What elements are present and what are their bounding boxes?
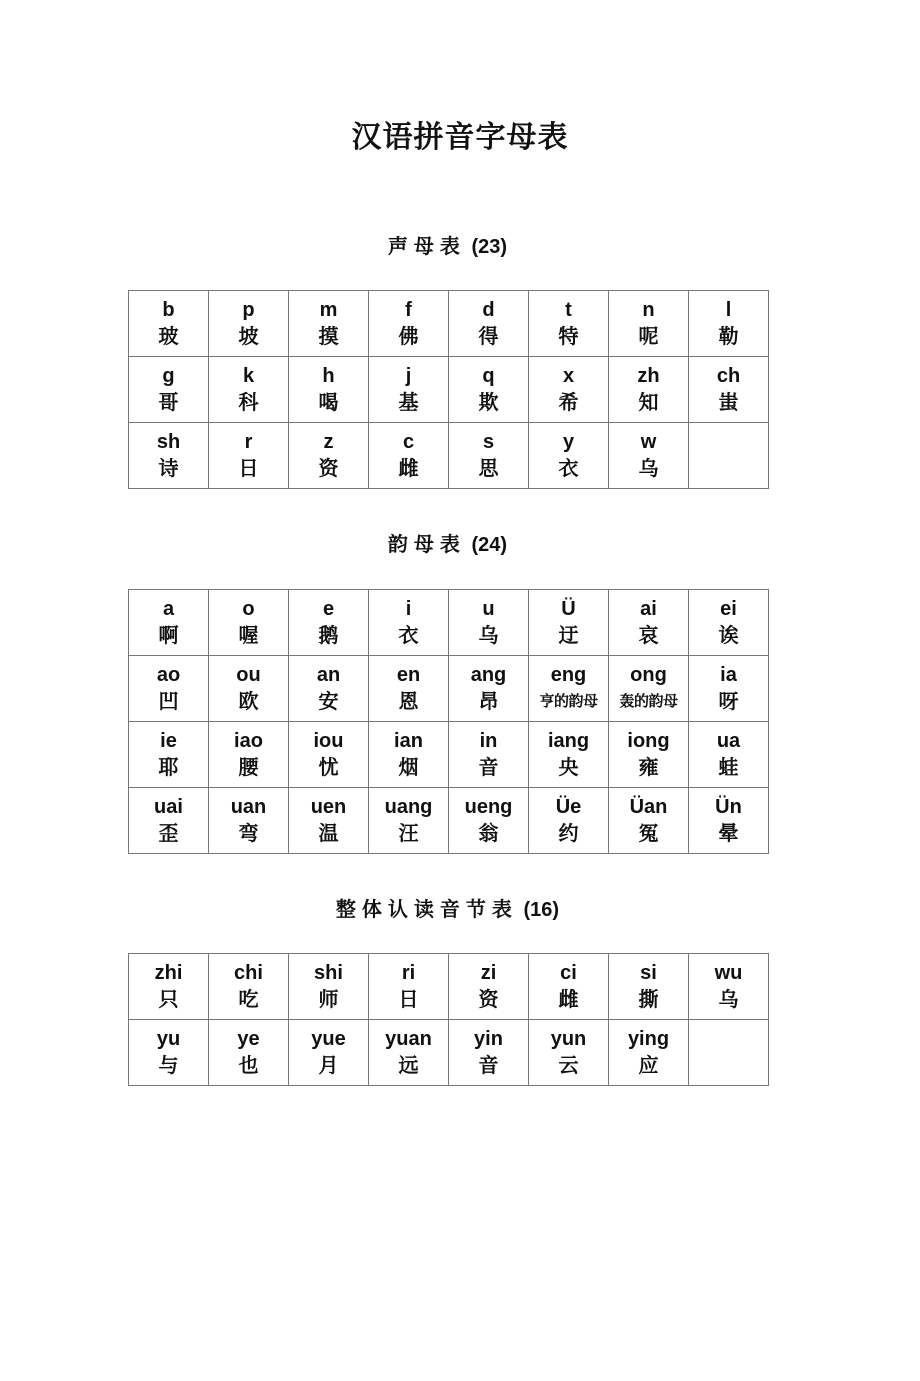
pinyin-letter: s (482, 430, 495, 453)
pinyin-cell (289, 656, 369, 722)
example-character: 科 (238, 389, 259, 414)
pinyin-cell (449, 423, 529, 489)
pinyin-cell (129, 291, 209, 357)
pinyin-cell (529, 788, 609, 854)
example-character: 欺 (478, 389, 499, 414)
table-row (129, 590, 769, 656)
initials-table (128, 290, 769, 489)
example-character: 啊 (158, 622, 179, 647)
pinyin-cell (609, 1020, 689, 1086)
pinyin-cell (209, 954, 289, 1020)
example-character: 摸 (318, 323, 339, 348)
pinyin-cell (529, 954, 609, 1020)
pinyin-cell (129, 656, 209, 722)
example-character: 日 (238, 455, 259, 480)
pinyin-letter: c (402, 430, 415, 453)
pinyin-letter: in (479, 729, 498, 752)
example-character: 昂 (478, 688, 499, 713)
pinyin-cell (129, 357, 209, 423)
example-character: 雌 (558, 986, 579, 1011)
pinyin-cell (609, 954, 689, 1020)
pinyin-cell (209, 357, 289, 423)
pinyin-cell (209, 1020, 289, 1086)
pinyin-cell (129, 1020, 209, 1086)
example-character: 冤 (638, 820, 659, 845)
table-row (129, 954, 769, 1020)
pinyin-letter: ang (470, 663, 507, 686)
pinyin-letter: zhi (154, 961, 183, 984)
pinyin-letter: ch (716, 364, 741, 387)
pinyin-cell (609, 423, 689, 489)
pinyin-letter: k (242, 364, 255, 387)
pinyin-letter: q (482, 364, 495, 387)
example-character: 哀 (638, 622, 659, 647)
example-character: 衣 (398, 622, 419, 647)
example-character: 衣 (558, 455, 579, 480)
example-character: 应 (638, 1052, 659, 1077)
pinyin-letter: yin (474, 1027, 503, 1050)
pinyin-letter: zh (637, 364, 660, 387)
pinyin-letter: r (244, 430, 253, 453)
empty-cell (689, 1020, 769, 1086)
pinyin-cell (289, 357, 369, 423)
pinyin-cell (529, 357, 609, 423)
pinyin-cell (529, 590, 609, 656)
pinyin-letter: e (322, 597, 335, 620)
example-character: 晕 (718, 820, 739, 845)
example-character: 佛 (398, 323, 419, 348)
pinyin-letter: ying (627, 1027, 670, 1050)
table-row (129, 788, 769, 854)
pinyin-cell (609, 590, 689, 656)
pinyin-letter: ueng (464, 795, 513, 818)
example-character: 基 (398, 389, 419, 414)
pinyin-cell (609, 656, 689, 722)
pinyin-letter: ci (560, 961, 577, 984)
page-title: 汉语拼音字母表 (351, 120, 569, 155)
pinyin-letter: ye (237, 1027, 260, 1050)
example-character: 耶 (158, 754, 179, 779)
pinyin-cell (129, 788, 209, 854)
pinyin-letter: z (323, 430, 334, 453)
syllables-heading (0, 893, 895, 922)
pinyin-cell (369, 1020, 449, 1086)
pinyin-cell (369, 788, 449, 854)
pinyin-letter: l (725, 298, 732, 321)
example-character: 温 (318, 820, 339, 845)
initials-heading-count: (23) (471, 236, 508, 258)
pinyin-letter: shi (314, 961, 343, 984)
syllables-heading-count: (16) (523, 899, 560, 921)
pinyin-cell (369, 656, 449, 722)
example-character: 音 (478, 1052, 499, 1077)
pinyin-cell (129, 722, 209, 788)
pinyin-letter: ong (630, 663, 667, 686)
initials-heading-text: 声母表 (387, 236, 466, 258)
pinyin-letter: Ü (561, 597, 576, 620)
table-row (129, 423, 769, 489)
example-character: 哥 (158, 389, 179, 414)
example-character: 只 (158, 986, 179, 1011)
pinyin-letter: eng (550, 663, 587, 686)
pinyin-letter: wu (714, 961, 743, 984)
pinyin-letter: n (642, 298, 655, 321)
pinyin-cell (369, 954, 449, 1020)
example-character: 恩 (398, 688, 419, 713)
example-character: 喝 (318, 389, 339, 414)
pinyin-cell (209, 722, 289, 788)
pinyin-cell (609, 788, 689, 854)
pinyin-cell (689, 357, 769, 423)
pinyin-letter: i (405, 597, 412, 620)
pinyin-cell (289, 291, 369, 357)
example-character: 汪 (398, 820, 419, 845)
pinyin-cell (449, 357, 529, 423)
example-character: 雌 (398, 455, 419, 480)
pinyin-cell (529, 656, 609, 722)
pinyin-letter: o (242, 597, 255, 620)
pinyin-letter: ou (236, 663, 261, 686)
example-character: 得 (478, 323, 499, 348)
pinyin-cell (369, 291, 449, 357)
pinyin-cell (289, 590, 369, 656)
example-character: 蛙 (718, 754, 739, 779)
pinyin-cell (529, 722, 609, 788)
pinyin-cell (689, 788, 769, 854)
pinyin-letter: en (396, 663, 421, 686)
pinyin-letter: ei (720, 597, 737, 620)
pinyin-letter: ri (401, 961, 416, 984)
pinyin-cell (609, 291, 689, 357)
pinyin-cell (369, 423, 449, 489)
pinyin-letter: y (562, 430, 575, 453)
example-character: 乌 (638, 455, 659, 480)
example-character: 歪 (158, 820, 179, 845)
pinyin-letter: u (482, 597, 495, 620)
pinyin-letter: x (562, 364, 575, 387)
pinyin-cell (529, 291, 609, 357)
example-character: 勒 (718, 323, 739, 348)
pinyin-cell (209, 590, 289, 656)
pinyin-cell (449, 788, 529, 854)
example-character: 忧 (318, 754, 339, 779)
pinyin-cell (689, 954, 769, 1020)
pinyin-letter: yue (311, 1027, 346, 1050)
table-row (129, 357, 769, 423)
pinyin-letter: si (640, 961, 657, 984)
pinyin-cell (449, 954, 529, 1020)
example-character: 诶 (718, 622, 739, 647)
example-character: 与 (158, 1052, 179, 1077)
pinyin-cell (369, 357, 449, 423)
pinyin-letter: ian (394, 729, 423, 752)
pinyin-cell (449, 590, 529, 656)
pinyin-letter: w (640, 430, 657, 453)
pinyin-cell (449, 1020, 529, 1086)
pinyin-letter: yuan (385, 1027, 432, 1050)
pinyin-letter: uai (154, 795, 183, 818)
empty-cell (689, 423, 769, 489)
pinyin-cell (129, 590, 209, 656)
pinyin-cell (369, 722, 449, 788)
syllables-heading-text: 整体认读音节表 (335, 899, 518, 921)
finals-heading-text: 韵母表 (387, 534, 466, 556)
pinyin-cell (129, 954, 209, 1020)
pinyin-letter: b (162, 298, 175, 321)
pinyin-cell (289, 954, 369, 1020)
example-character: 知 (638, 389, 659, 414)
example-character: 安 (318, 688, 339, 713)
finals-heading (0, 528, 895, 557)
pinyin-cell (449, 656, 529, 722)
pinyin-cell (449, 291, 529, 357)
pinyin-cell (289, 788, 369, 854)
pinyin-cell (209, 423, 289, 489)
pinyin-letter: an (316, 663, 341, 686)
example-character: 迂 (558, 622, 579, 647)
pinyin-cell (129, 423, 209, 489)
example-character: 云 (558, 1052, 579, 1077)
example-character: 欧 (238, 688, 259, 713)
pinyin-letter: yu (156, 1027, 181, 1050)
example-character: 思 (478, 455, 499, 480)
pinyin-letter: ie (160, 729, 177, 752)
pinyin-cell (689, 722, 769, 788)
example-character: 亨的韵母 (539, 691, 598, 710)
pinyin-letter: ao (156, 663, 181, 686)
pinyin-cell (609, 357, 689, 423)
pinyin-letter: uang (384, 795, 433, 818)
example-character: 呢 (638, 323, 659, 348)
example-character: 资 (318, 455, 339, 480)
pinyin-letter: g (162, 364, 175, 387)
example-character: 乌 (478, 622, 499, 647)
example-character: 凹 (158, 688, 179, 713)
example-character: 诗 (158, 455, 179, 480)
example-character: 也 (238, 1052, 259, 1077)
table-row (129, 291, 769, 357)
example-character: 呀 (718, 688, 739, 713)
table-row (129, 1020, 769, 1086)
example-character: 吃 (238, 986, 259, 1011)
pinyin-letter: zi (480, 961, 497, 984)
pinyin-cell (609, 722, 689, 788)
finals-heading-count: (24) (471, 534, 508, 556)
pinyin-cell (209, 788, 289, 854)
example-character: 鹅 (318, 622, 339, 647)
example-character: 乌 (718, 986, 739, 1011)
pinyin-letter: p (242, 298, 255, 321)
example-character: 蚩 (718, 389, 739, 414)
example-character: 央 (558, 754, 579, 779)
pinyin-cell (369, 590, 449, 656)
pinyin-letter: iou (313, 729, 344, 752)
pinyin-letter: iao (234, 729, 263, 752)
pinyin-cell (689, 590, 769, 656)
pinyin-letter: d (482, 298, 495, 321)
example-character: 弯 (238, 820, 259, 845)
pinyin-cell (209, 656, 289, 722)
finals-table (128, 589, 769, 854)
pinyin-cell (289, 1020, 369, 1086)
pinyin-cell (689, 291, 769, 357)
pinyin-letter: h (322, 364, 335, 387)
pinyin-cell (529, 1020, 609, 1086)
pinyin-cell (289, 423, 369, 489)
pinyin-letter: Ün (715, 795, 742, 818)
pinyin-cell (289, 722, 369, 788)
pinyin-letter: sh (156, 430, 181, 453)
example-character: 月 (318, 1052, 339, 1077)
example-character: 烟 (398, 754, 419, 779)
pinyin-letter: iong (627, 729, 670, 752)
example-character: 资 (478, 986, 499, 1011)
example-character: 远 (398, 1052, 419, 1077)
table-row (129, 722, 769, 788)
example-character: 希 (558, 389, 579, 414)
example-character: 翁 (478, 820, 499, 845)
example-character: 坡 (238, 323, 259, 348)
pinyin-cell (449, 722, 529, 788)
pinyin-letter: chi (234, 961, 263, 984)
pinyin-letter: ia (720, 663, 737, 686)
example-character: 雍 (638, 754, 659, 779)
pinyin-letter: uen (310, 795, 347, 818)
pinyin-letter: a (162, 597, 175, 620)
pinyin-cell (689, 656, 769, 722)
table-row (129, 656, 769, 722)
example-character: 特 (558, 323, 579, 348)
initials-heading (0, 230, 895, 259)
pinyin-letter: ai (640, 597, 657, 620)
pinyin-cell (209, 291, 289, 357)
example-character: 日 (398, 986, 419, 1011)
example-character: 音 (478, 754, 499, 779)
example-character: 玻 (158, 323, 179, 348)
pinyin-letter: yun (550, 1027, 587, 1050)
pinyin-letter: Üe (555, 795, 582, 818)
pinyin-letter: j (405, 364, 412, 387)
example-character: 师 (318, 986, 339, 1011)
pinyin-letter: m (319, 298, 338, 321)
pinyin-letter: uan (230, 795, 267, 818)
pinyin-letter: Üan (629, 795, 668, 818)
pinyin-letter: ua (716, 729, 741, 752)
pinyin-letter: f (405, 298, 412, 321)
pinyin-letter: t (565, 298, 572, 321)
example-character: 约 (558, 820, 579, 845)
example-character: 喔 (238, 622, 259, 647)
pinyin-letter: iang (547, 729, 590, 752)
example-character: 撕 (638, 986, 659, 1011)
syllables-table (128, 953, 769, 1086)
example-character: 腰 (238, 754, 259, 779)
example-character: 轰的韵母 (619, 691, 678, 710)
pinyin-cell (529, 423, 609, 489)
